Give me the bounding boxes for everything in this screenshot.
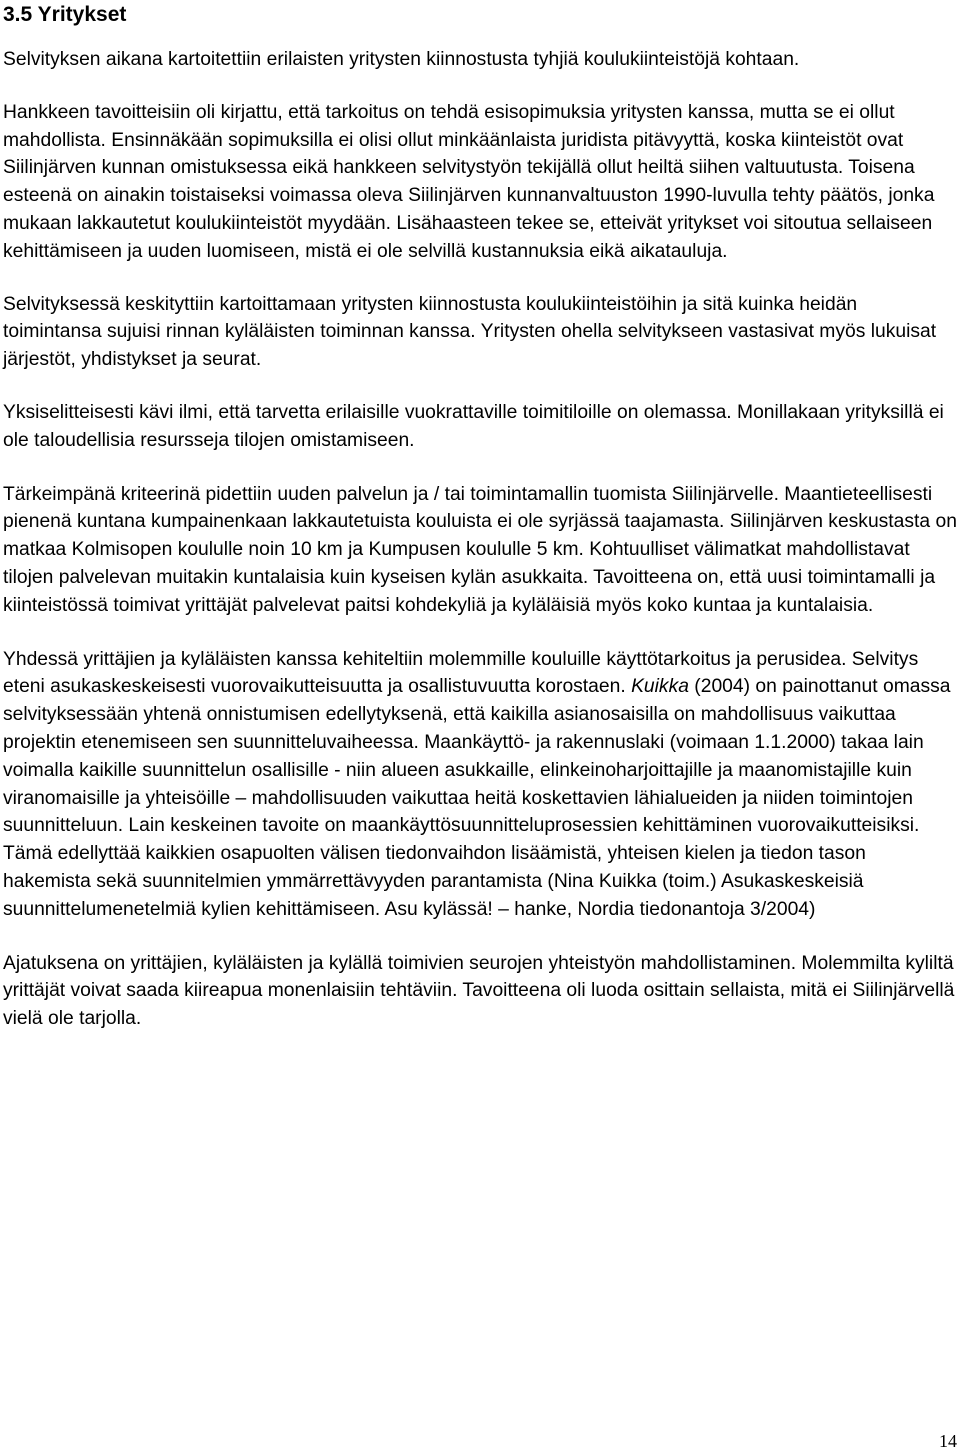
section-heading: 3.5 Yritykset (3, 3, 127, 26)
document-page (3, 0, 957, 1033)
paragraph-1: Selvityksen aikana kartoitettiin erilaisten yritysten kiinnostusta tyhjiä koulukiinteistöjä kohtaan. (3, 49, 800, 70)
page-number: 14 (939, 1431, 957, 1451)
paragraph-5: Tärkeimpänä kriteerinä pidettiin uuden palvelun ja / tai toimintamallin tuomista Siilinjärvelle. Maantieteellisesti pienenä kuntana kumpainenkaan lakkautetuista kouluista ei ole syrjässä taajamasta. Siilinjärven keskustasta on matkaa Kolmisopen koululle noin 10 km ja Kumpusen koululle 5 km. Kohtuulliset välimatkat mahdollistavat tilojen palvelevan muitakin kuntalaisia kuin kyseisen kylän asukkaita. Tavoitteena on, että uusi toimintamalli ja kiinteistössä toimivat yrittäjät palvelevat paitsi kohdekyliä ja kyläläisiä myös koko kuntaa ja kuntalaisia. (3, 483, 957, 616)
paragraph-7: Ajatuksena on yrittäjien, kyläläisten ja kylällä toimivien seurojen yhteistyön mahdollistaminen. Molemmilta kyliltä yrittäjät voivat saada kiireapua monenlaisiin tehtäviin. Tavoitteena oli luoda osittain sellaista, mitä ei Siilinjärvellä vielä ole tarjolla. (3, 952, 955, 1030)
paragraph-6-author-citation: Kuikka (631, 676, 689, 698)
paragraph-6 (3, 646, 957, 924)
paragraph-6-body-text: (2004) on painottanut omassa selvityksessään yhtenä onnistumisen edellytyksenä, että kaikilla asianosaisilla on mahdollisuus vaikuttaa projektin etenemiseen sen suunnitteluvaiheessa. Maankäyttö- ja rakennuslaki (voimaan 1.1.2000) takaa lain voimalla kaikille suunnittelun osallisille - niin alueen asukkaille, elinkeinoharjoittajille ja maanomistajille kuin viranomaisille ja yhteisöille – mahdollisuuden vaikuttaa heitä koskettavien lähialueiden ja niiden toimintojen suunnitteluun. Lain keskeinen tavoite on maankäyttösuunnitteluprosessien kehittäminen vuorovaikutteisiksi. Tämä edellyttää kaikkien osapuolten välisen tiedonvaihdon lisäämistä, yhteisen kielen ja tiedon tason hakemista sekä suunnitelmien ymmärrettävyyden parantamista (Nina Kuikka (toim.) Asukaskeskeisiä suunnittelumenetelmiä kylien kehittämiseen. Asu kylässä! – hanke, Nordia tiedonantoja 3/2004) (3, 676, 951, 920)
paragraph-2: Hankkeen tavoitteisiin oli kirjattu, että tarkoitus on tehdä esisopimuksia yritysten kanssa, mutta se ei ollut mahdollista. Ensinnäkään sopimuksilla ei olisi ollut minkäänlaista juridista pitävyyttä, koska kiinteistöt ovat Siilinjärven kunnan omistuksessa eikä hankkeen selvitystyön tekijällä ollut heiltä siihen valtuutusta. Toisena esteenä on ainakin toistaiseksi voimassa oleva Siilinjärven kunnanvaltuuston 1990-luvulla tehty päätös, jonka mukaan lakkautetut koulukiinteistöt myydään. Lisähaasteen tekee se, etteivät yritykset voi sitoutua sellaiseen kehittämiseen ja uuden luomiseen, mistä ei ole selvillä kustannuksia eikä aikatauluja. (3, 101, 935, 262)
paragraph-6-lead-text: Yhdessä yrittäjien ja kyläläisten kanssa kehiteltiin molemmille kouluille käyttötarkoitus ja perusidea. Selvitys eteni asukaskeskeisesti vuorovaikutteisuutta ja osallistuvuutta korostaen. (3, 648, 919, 698)
paragraph-4: Yksiselitteisesti kävi ilmi, että tarvetta erilaisille vuokrattaville toimitiloille on olemassa. Monillakaan yrityksillä ei ole taloudellisia resursseja tilojen omistamiseen. (3, 401, 944, 451)
paragraph-3: Selvityksessä keskityttiin kartoittamaan yritysten kiinnostusta koulukiinteistöihin ja sitä kuinka heidän toimintansa sujuisi rinnan kyläläisten toiminnan kanssa. Yritysten ohella selvitykseen vastasivat myös lukuisat järjestöt, yhdistykset ja seurat. (3, 293, 937, 371)
